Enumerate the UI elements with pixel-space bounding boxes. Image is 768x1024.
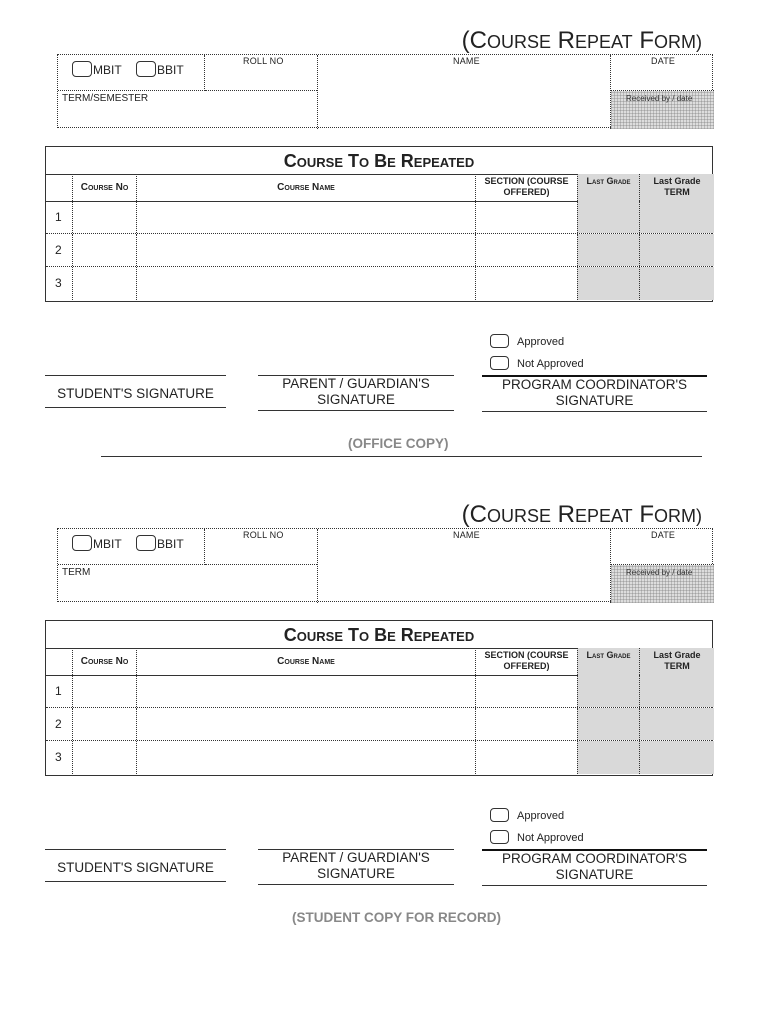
program-selector xyxy=(58,529,205,565)
date-field[interactable] xyxy=(611,529,714,565)
not-approved-checkbox[interactable] xyxy=(490,356,509,370)
coordinator-signature-line: PROGRAM COORDINATOR'S SIGNATURE xyxy=(482,375,707,413)
course-name-cell[interactable] xyxy=(136,708,475,740)
term-label: TERM xyxy=(62,567,91,578)
courses-table xyxy=(45,146,713,302)
form-title: (COURSE REPEAT FORM) xyxy=(461,27,702,54)
table-title: Course To Be Repeated xyxy=(46,621,712,649)
course-no-cell[interactable] xyxy=(72,741,136,774)
received-by-field xyxy=(611,91,714,129)
student-info-header xyxy=(57,54,713,128)
program-option-mbit[interactable]: MBIT xyxy=(72,535,122,551)
cut-line xyxy=(101,456,702,457)
bbit-checkbox[interactable] xyxy=(136,535,156,551)
last-grade-term-header: Last Grade TERM xyxy=(639,174,714,201)
last-grade-cell xyxy=(577,201,639,233)
course-name-cell[interactable] xyxy=(136,234,475,266)
last-grade-cell xyxy=(577,708,639,740)
date-field[interactable] xyxy=(611,55,714,91)
course-no-cell[interactable] xyxy=(72,267,136,300)
last-grade-cell xyxy=(577,234,639,266)
row-number: 3 xyxy=(55,750,62,764)
bbit-checkbox[interactable] xyxy=(136,61,156,77)
program-option-bbit[interactable]: BBIT xyxy=(136,61,184,77)
last-grade-term-cell xyxy=(639,708,714,740)
section-cell[interactable] xyxy=(475,201,577,233)
roll-no-label: ROLL NO xyxy=(243,56,284,66)
program-selector xyxy=(58,55,205,91)
section-cell[interactable] xyxy=(475,708,577,740)
last-grade-term-cell xyxy=(639,267,714,300)
course-no-cell[interactable] xyxy=(72,708,136,740)
last-grade-header: Last Grade xyxy=(577,174,639,201)
name-label: NAME xyxy=(453,530,480,540)
row-number: 2 xyxy=(55,717,62,731)
course-no-cell[interactable] xyxy=(72,234,136,266)
roll-no-label: ROLL NO xyxy=(243,530,284,540)
approved-option[interactable]: Approved xyxy=(490,808,564,822)
roll-no-field[interactable] xyxy=(205,55,317,91)
last-grade-cell xyxy=(577,675,639,707)
student-signature-line: STUDENT'S SIGNATURE xyxy=(45,375,226,413)
date-label: DATE xyxy=(651,56,676,66)
student-signature-line: STUDENT'S SIGNATURE xyxy=(45,849,226,887)
received-by-label: Received by / date xyxy=(626,568,693,577)
table-row xyxy=(46,201,712,234)
last-grade-term-cell xyxy=(639,675,714,707)
row-number: 1 xyxy=(55,210,62,224)
section-cell[interactable] xyxy=(475,675,577,707)
name-field[interactable] xyxy=(317,55,611,129)
section-header: SECTION (COURSE OFFERED) xyxy=(475,174,577,201)
section-cell[interactable] xyxy=(475,267,577,300)
course-name-cell[interactable] xyxy=(136,267,475,300)
row-number: 1 xyxy=(55,684,62,698)
last-grade-term-cell xyxy=(639,234,714,266)
table-row xyxy=(46,675,712,708)
last-grade-header: Last Grade xyxy=(577,648,639,675)
program-option-bbit[interactable]: BBIT xyxy=(136,535,184,551)
row-number: 3 xyxy=(55,276,62,290)
date-label: DATE xyxy=(651,530,676,540)
course-name-cell[interactable] xyxy=(136,675,475,707)
table-title: Course To Be Repeated xyxy=(46,147,712,175)
row-number: 2 xyxy=(55,243,62,257)
approved-option[interactable]: Approved xyxy=(490,334,564,348)
term-label: TERM/SEMESTER xyxy=(62,93,149,104)
mbit-checkbox[interactable] xyxy=(72,535,92,551)
last-grade-cell xyxy=(577,267,639,300)
term-field[interactable] xyxy=(58,565,317,603)
course-no-cell[interactable] xyxy=(72,675,136,707)
last-grade-term-cell xyxy=(639,741,714,774)
course-no-header: Course No xyxy=(72,648,136,675)
section-cell[interactable] xyxy=(475,234,577,266)
section-cell[interactable] xyxy=(475,741,577,774)
form-title: (COURSE REPEAT FORM) xyxy=(461,501,702,528)
received-by-label: Received by / date xyxy=(626,94,693,103)
last-grade-cell xyxy=(577,741,639,774)
not-approved-option[interactable]: Not Approved xyxy=(490,830,584,844)
course-name-header: Course Name xyxy=(136,174,475,201)
not-approved-checkbox[interactable] xyxy=(490,830,509,844)
course-no-header: Course No xyxy=(72,174,136,201)
course-name-cell[interactable] xyxy=(136,741,475,774)
course-no-cell[interactable] xyxy=(72,201,136,233)
approved-checkbox[interactable] xyxy=(490,334,509,348)
not-approved-option[interactable]: Not Approved xyxy=(490,356,584,370)
section-header: SECTION (COURSE OFFERED) xyxy=(475,648,577,675)
table-row xyxy=(46,741,712,774)
program-option-mbit[interactable]: MBIT xyxy=(72,61,122,77)
row-number-header xyxy=(46,648,72,675)
mbit-checkbox[interactable] xyxy=(72,61,92,77)
parent-signature-line: PARENT / GUARDIAN'S SIGNATURE xyxy=(258,375,454,413)
table-row xyxy=(46,267,712,300)
received-by-field xyxy=(611,565,714,603)
table-row xyxy=(46,234,712,267)
courses-table xyxy=(45,620,713,776)
roll-no-field[interactable] xyxy=(205,529,317,565)
office-copy-label: (OFFICE COPY) xyxy=(348,436,449,451)
course-name-header: Course Name xyxy=(136,648,475,675)
student-copy-label: (STUDENT COPY FOR RECORD) xyxy=(292,910,502,925)
name-label: NAME xyxy=(453,56,480,66)
term-field[interactable] xyxy=(58,91,317,129)
parent-signature-line: PARENT / GUARDIAN'S SIGNATURE xyxy=(258,849,454,887)
course-name-cell[interactable] xyxy=(136,201,475,233)
last-grade-term-cell xyxy=(639,201,714,233)
row-number-header xyxy=(46,174,72,201)
table-row xyxy=(46,708,712,741)
student-info-header xyxy=(57,528,713,602)
table-header-row xyxy=(46,174,712,202)
table-header-row xyxy=(46,648,712,676)
approved-checkbox[interactable] xyxy=(490,808,509,822)
coordinator-signature-line: PROGRAM COORDINATOR'S SIGNATURE xyxy=(482,849,707,887)
name-field[interactable] xyxy=(317,529,611,603)
last-grade-term-header: Last Grade TERM xyxy=(639,648,714,675)
